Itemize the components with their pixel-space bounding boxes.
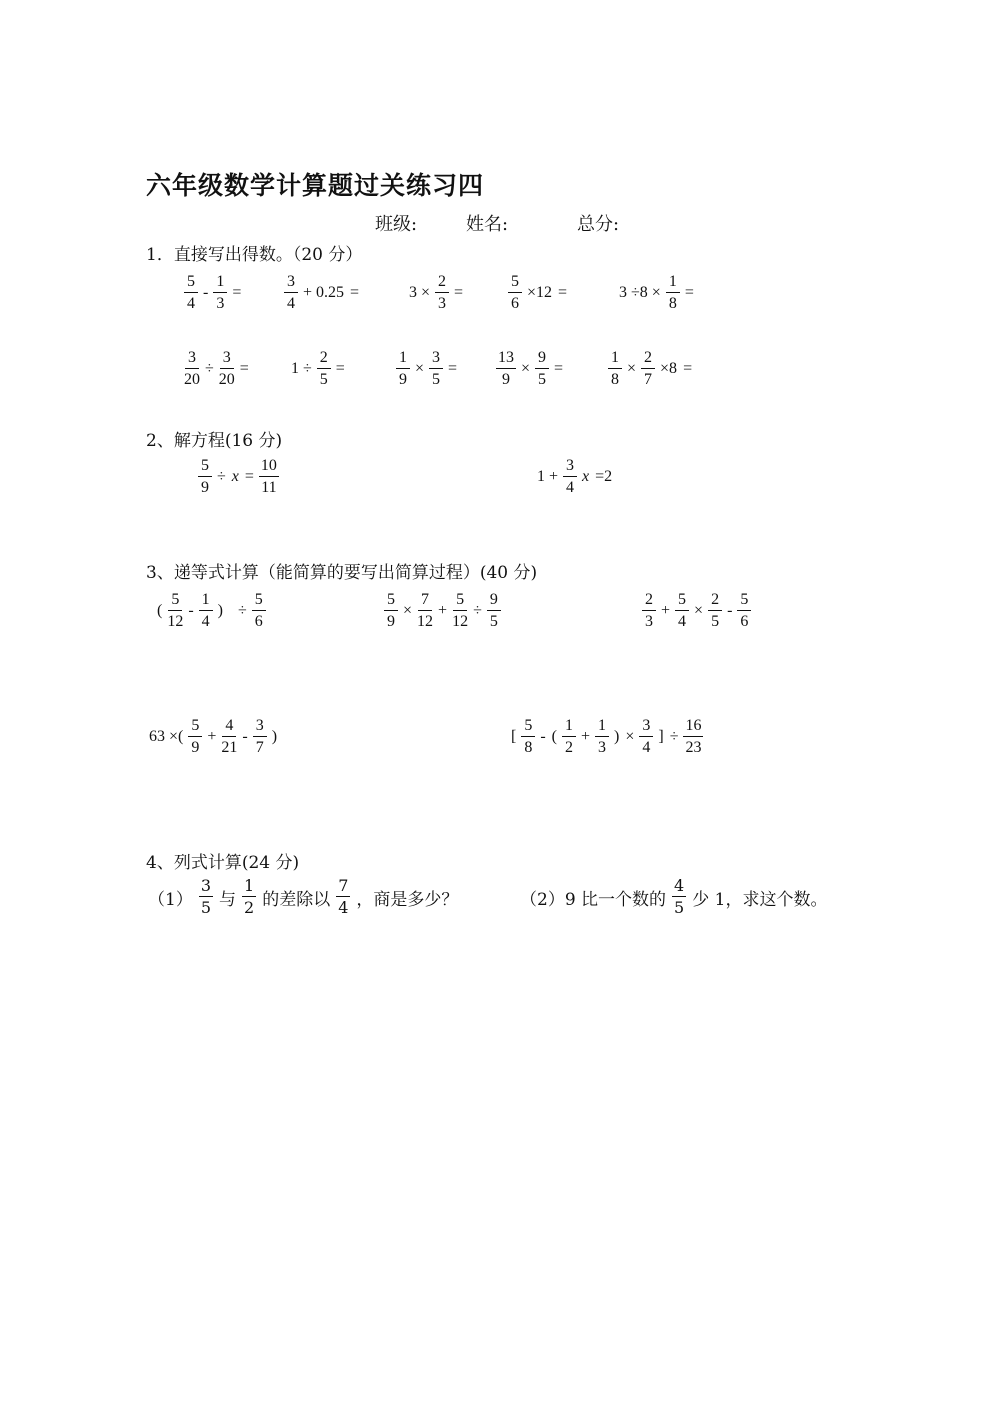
name-label: 姓名: bbox=[466, 214, 509, 235]
page-title: 六年级数学计算题过关练习四 bbox=[146, 171, 485, 200]
q1-item-d: $\frac{5}{6}$ ×12 = bbox=[506, 274, 570, 312]
q1-item-c: 3 × $\frac{2}{3}$ = bbox=[409, 273, 464, 312]
class-label: 班级: bbox=[375, 214, 418, 235]
q3-expression-c: $\frac{2}{3}$ + $\frac{5}{4}$ × $\frac{2}{5}$ - $\frac{5}{6}$ bbox=[640, 592, 753, 630]
q4-problem-1: （1） $\frac{3}{5}$ 与 $\frac{1}{2}$ 的差除以 $\frac{7}{4}$ ，商是多少？ bbox=[148, 876, 459, 917]
q4-problem-2: （2）9 比一个数的 $\frac{4}{5}$ 少 1，求这个数。 bbox=[520, 876, 828, 917]
section-2-heading: 2、解方程(16 分) bbox=[146, 431, 283, 451]
q3-expression-e: [ $\frac{5}{8}$ - ( $\frac{1}{2}$ + $\frac{1}{3}$ ) × $\frac{3}{4}$ ] ÷ $\frac{16}{23}$ bbox=[511, 717, 702, 756]
section-3-heading: 3、递等式计算（能简算的要写出简算过程）(40 分) bbox=[146, 563, 538, 583]
score-label: 总分: bbox=[577, 214, 620, 235]
q3-expression-d: 63 ×( $\frac{5}{9}$ + $\frac{4}{21}$ - $\frac{3}{7}$ ) bbox=[149, 717, 278, 756]
q1-item-f: $\frac{3}{20}$ ÷ $\frac{3}{20}$ = bbox=[184, 349, 249, 388]
q1-item-h: $\frac{1}{9}$ × $\frac{3}{5}$ = bbox=[394, 350, 460, 388]
q2-equation-a: $\frac{5}{9}$ ÷ x = $\frac{10}{11}$ bbox=[196, 458, 281, 496]
section-1-heading: 1．直接写出得数。（20 分） bbox=[146, 245, 363, 265]
q3-expression-a: ( $\frac{5}{12}$ - $\frac{1}{4}$ ) ÷ $\frac{5}{6}$ bbox=[154, 592, 268, 630]
q1-item-a: $\frac{5}{4}$ - $\frac{1}{3}$ = bbox=[182, 274, 244, 312]
q1-item-g: 1 ÷ $\frac{2}{5}$ = bbox=[291, 349, 345, 388]
q1-item-b: $\frac{3}{4}$ + 0.25 = bbox=[282, 274, 362, 312]
q2-equation-b: 1 + $\frac{3}{4}$ x =2 bbox=[537, 457, 613, 496]
q1-item-j: $\frac{1}{8}$ × $\frac{2}{7}$ ×8 = bbox=[606, 350, 695, 388]
q3-expression-b: $\frac{5}{9}$ × $\frac{7}{12}$ + $\frac{5}{12}$ ÷ $\frac{9}{5}$ bbox=[382, 592, 503, 630]
q1-item-e: 3 ÷8 × $\frac{1}{8}$ = bbox=[619, 273, 694, 312]
q1-item-i: $\frac{13}{9}$ × $\frac{9}{5}$ = bbox=[498, 349, 564, 388]
section-4-heading: 4、列式计算(24 分) bbox=[146, 853, 300, 873]
